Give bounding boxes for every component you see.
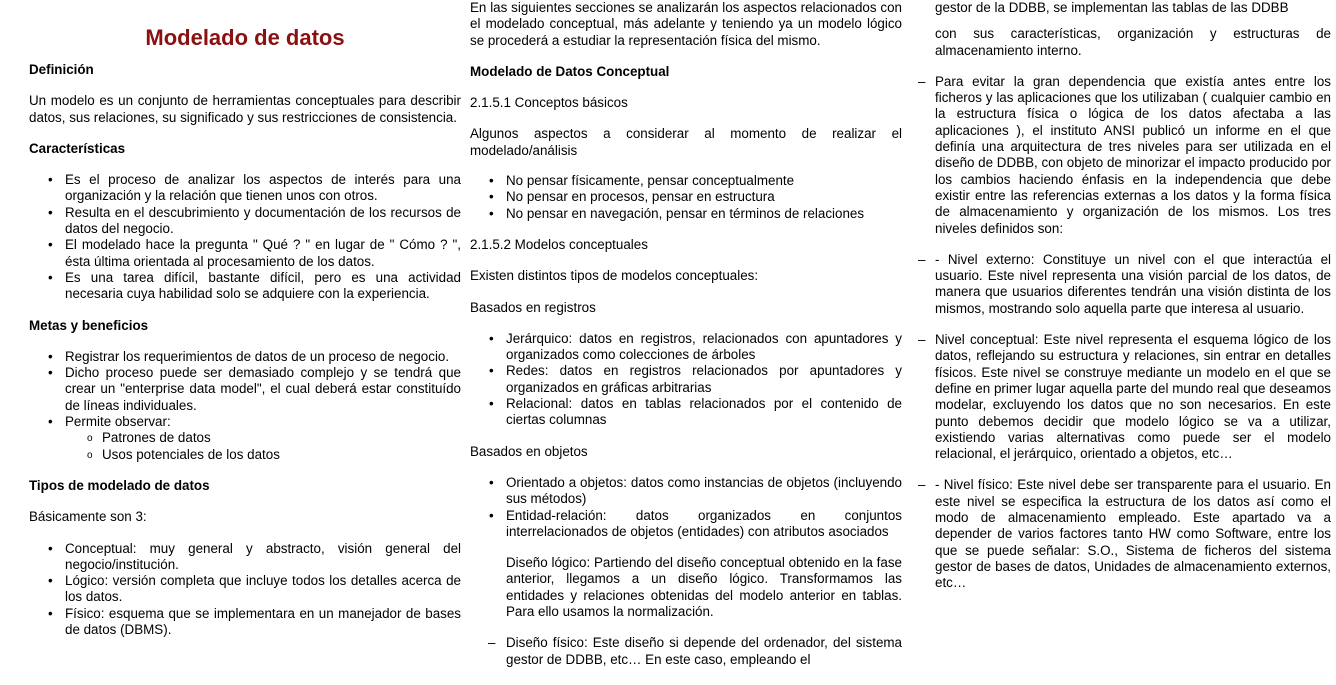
tipos-list xyxy=(29,541,461,639)
list-item: • Relacional: datos en tablas relacionados por el contenido de ciertas columnas xyxy=(506,396,902,429)
list-item: • Físico: esquema que se implementara en un manejador de bases de datos (DBMS). xyxy=(65,606,461,639)
column-middle xyxy=(470,0,902,668)
aspectos-paragraph: Algunos aspectos a considerar al momento de realizar el modelado/análisis xyxy=(470,126,902,158)
nivel-conceptual-item xyxy=(918,332,1331,462)
dash-marker: – xyxy=(918,332,926,348)
list-item-text: Permite observar: xyxy=(65,414,171,430)
nivel-fisico-text: - Nivel físico: Este nivel debe ser transparente para el usuario. En este nivel se especifica la estructura de los datos así como el modo de almacenamiento empleado. Este apartado va a depender de varios factores tanto HW como Software, entre los que se puede señalar: S.O., Sistema de ficheros del sistema gestor de bases de datos, Unidades de almacenamiento externos, etc… xyxy=(935,477,1331,591)
list-item: • Redes: datos en registros relacionados por apuntadores y organizados en gráficas arbitrarias xyxy=(506,363,902,396)
caracteristicas-list xyxy=(29,172,461,302)
list-item: • Es una tarea difícil, bastante difícil, pero es una actividad necesaria cuya habilidad solo se adquiere con la experiencia. xyxy=(65,270,461,303)
heading-basados-objetos: Basados en objetos xyxy=(470,443,588,459)
nivel-externo-text: - Nivel externo: Constituye un nivel con el que interactúa el usuario. Este nivel representa una visión parcial de los datos, de manera que usuarios diferentes tendrán una visión distinta de los mismos, mostrando solo aquella parte que interesa al usuario. xyxy=(935,251,1331,316)
nivel-fisico-item xyxy=(918,477,1331,591)
list-item: • Conceptual: muy general y abstracto, visión general del negocio/institución. xyxy=(65,541,461,574)
definicion-paragraph: Un modelo es un conjunto de herramientas conceptuales para describir datos, sus relaciones, su significado y sus restricciones de consistencia. xyxy=(29,93,461,125)
list-item: • El modelado hace la pregunta " Qué ? " en lugar de " Cómo ? ", ésta última orientada al procesamiento de los datos. xyxy=(65,237,461,270)
list-item: • No pensar físicamente, pensar conceptualmente xyxy=(506,173,902,189)
metas-sublist xyxy=(65,430,461,463)
page-title: Modelado de datos xyxy=(145,25,345,50)
ansi-text: Para evitar la gran dependencia que existía antes entre los ficheros y las aplicaciones que los utilizaban ( cualquier cambio en la estructura física o lógica de los datos afectaba a las aplicaciones ), el instituto ANSI publicó un informe en el que definía una arquitectura de tres niveles para ser utilizada en el diseño de DDBB, con objeto de minorizar el impacto producido por los cambios haciendo énfasis en la independencia que debe existir entre las referencias externas a los datos y la forma física de almacenamiento y organización de los mismos. Los tres niveles definidos son: xyxy=(935,73,1331,236)
heading-metas: Metas y beneficios xyxy=(29,317,149,333)
continuation-paragraph: con sus características, organización y estructuras de almacenamiento interno. xyxy=(935,26,1331,58)
sub-list-item: o Usos potenciales de los datos xyxy=(102,447,461,463)
registros-list xyxy=(470,331,902,429)
list-item: • Entidad-relación: datos organizados en conjuntos interrelacionados de objetos (entidades) con atributos asociados xyxy=(506,508,902,541)
heading-basados-registros: Basados en registros xyxy=(470,299,596,315)
diseno-fisico-text: Diseño físico: Este diseño si depende del ordenador, del sistema gestor de DDBB, etc… En este caso, empleando el xyxy=(506,635,902,667)
metas-list xyxy=(29,349,461,463)
list-item: • Dicho proceso puede ser demasiado complejo y se tendrá que crear un "enterprise data model", el cual deberá estar constituído de líneas individuales. xyxy=(65,365,461,414)
dash-marker: – xyxy=(918,73,926,89)
list-item xyxy=(65,414,461,463)
list-item: • Resulta en el descubrimiento y documentación de los recursos de datos del negocio. xyxy=(65,205,461,238)
heading-definicion: Definición xyxy=(29,62,94,77)
nivel-externo-item xyxy=(918,251,1331,317)
diseno-fisico-item xyxy=(470,635,902,668)
list-item: • No pensar en navegación, pensar en términos de relaciones xyxy=(506,206,902,222)
list-item: • Es el proceso de analizar los aspectos de interés para una organización y la relación que tienen unos con otros. xyxy=(65,172,461,205)
section-2-1-5-2: 2.1.5.2 Modelos conceptuales xyxy=(470,236,648,252)
dash-marker: – xyxy=(918,251,926,267)
list-item: • Lógico: versión completa que incluye todos los detalles acerca de los datos. xyxy=(65,573,461,606)
diseno-logico-paragraph: Diseño lógico: Partiendo del diseño conceptual obtenido en la fase anterior, llegamos a un diseño lógico. Transformamos las entidades y relaciones obtenidas del modelo anterior en tablas. Para ello usamos la normalización. xyxy=(506,555,902,620)
tipos-paragraph: Básicamente son 3: xyxy=(29,509,147,525)
list-item: • Registrar los requerimientos de datos de un proceso de negocio. xyxy=(65,349,461,365)
continuation-line: gestor de la DDBB, se implementan las tablas de las DDBB xyxy=(935,0,1289,15)
list-item: • Jerárquico: datos en registros, relacionados con apuntadores y organizados como colecciones de árboles xyxy=(506,331,902,364)
sub-list-item: o Patrones de datos xyxy=(102,430,461,446)
column-right xyxy=(918,0,1331,592)
heading-tipos: Tipos de modelado de datos xyxy=(29,477,210,493)
section-2-1-5-1: 2.1.5.1 Conceptos básicos xyxy=(470,95,628,111)
dash-marker: – xyxy=(918,477,926,493)
objetos-list xyxy=(470,475,902,540)
list-item: • No pensar en procesos, pensar en estructura xyxy=(506,189,902,205)
list-item: • Orientado a objetos: datos como instancias de objetos (incluyendo sus métodos) xyxy=(506,475,902,508)
ansi-item xyxy=(918,73,1331,237)
intro-paragraph: En las siguientes secciones se analizarán los aspectos relacionados con el modelado conceptual, más adelante y teniendo ya un modelo lógico se procederá a estudiar la representación física del mismo. xyxy=(470,0,902,48)
nivel-conceptual-text: Nivel conceptual: Este nivel representa el esquema lógico de los datos, reflejando su estructura y relaciones, sin entrar en detalles físicos. Este nivel se construye mediante un modelo en el que se define en primer lugar aquella parte del mundo real que deseamos modelar, excluyendo los datos que no son necesarios. En este punto debemos decidir que modelo lógico se va a utilizar, existiendo varias alternativas como puede ser el modelo relacional, el jerárquico, orientado a objetos, etc… xyxy=(935,332,1331,462)
aspectos-list xyxy=(470,173,902,222)
dash-marker: – xyxy=(488,635,496,651)
heading-modelado-conceptual: Modelado de Datos Conceptual xyxy=(470,63,670,79)
column-left xyxy=(29,0,461,638)
heading-caracteristicas: Características xyxy=(29,140,126,156)
tipos-conceptuales-paragraph: Existen distintos tipos de modelos conceptuales: xyxy=(470,268,759,284)
